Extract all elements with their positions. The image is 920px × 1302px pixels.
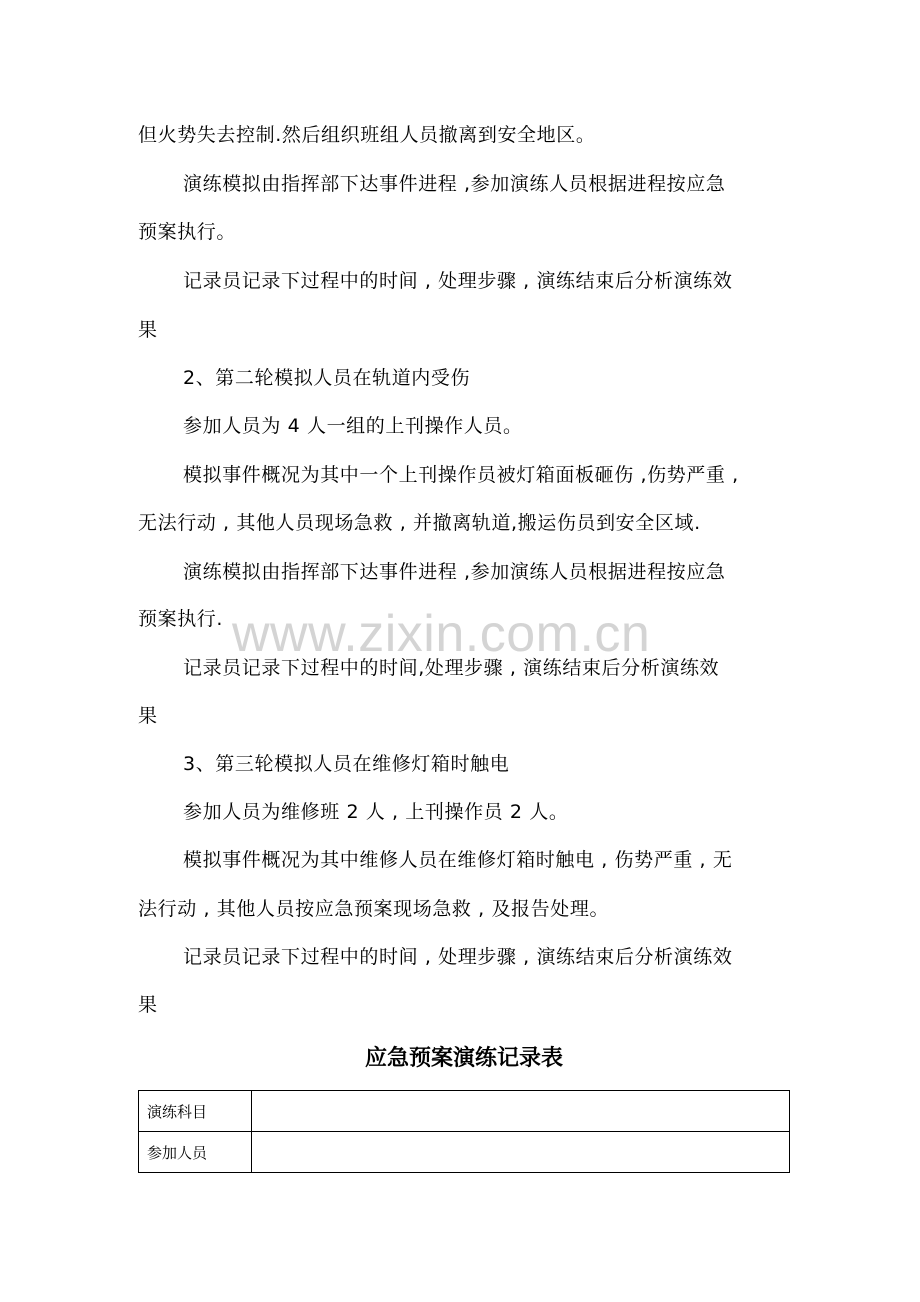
body-line: 模拟事件概况为其中一个上刊操作员被灯箱面板砸伤 ,伤势严重 , (183, 464, 739, 486)
body-line: 果 (138, 994, 158, 1016)
section-heading: 3、第三轮模拟人员在维修灯箱时触电 (183, 753, 510, 775)
body-line: 演练模拟由指挥部下达事件进程 ,参加演练人员根据进程按应急 (183, 561, 726, 583)
table-title: 应急预案演练记录表 (364, 1045, 563, 1071)
body-line: 但火势失去控制.然后组织班组人员撤离到安全地区。 (138, 124, 596, 146)
body-line: 参加人员为 4 人一组的上刊操作人员。 (183, 415, 523, 437)
body-line: 法行动 , 其他人员按应急预案现场急救 , 及报告处理。 (138, 898, 610, 920)
drill-record-table (138, 1090, 790, 1173)
body-line: 模拟事件概况为其中维修人员在维修灯箱时触电 , 伤势严重 , 无 (183, 849, 733, 871)
body-line: 果 (138, 705, 158, 727)
body-line: 记录员记录下过程中的时间 , 处理步骤 , 演练结束后分析演练效 (183, 946, 733, 968)
row-label-participants: 参加人员 (139, 1132, 252, 1173)
body-line: 参加人员为维修班 2 人 , 上刊操作员 2 人。 (183, 801, 569, 823)
body-line: 预案执行。 (138, 221, 237, 243)
body-line: 无法行动 , 其他人员现场急救 , 并撤离轨道,搬运伤员到安全区域. (138, 512, 701, 534)
body-line: 果 (138, 319, 158, 341)
body-line: 预案执行. (138, 608, 224, 630)
table-row (139, 1091, 790, 1132)
body-line: 演练模拟由指挥部下达事件进程 ,参加演练人员根据进程按应急 (183, 173, 726, 195)
body-line: 记录员记录下过程中的时间 , 处理步骤 , 演练结束后分析演练效 (183, 270, 733, 292)
section-heading: 2、第二轮模拟人员在轨道内受伤 (183, 367, 471, 389)
watermark: www.zixin.com.cn (232, 605, 651, 663)
row-value-participants (252, 1132, 790, 1173)
body-line: 记录员记录下过程中的时间,处理步骤 , 演练结束后分析演练效 (183, 657, 720, 679)
row-label-subject: 演练科目 (139, 1091, 252, 1132)
table-row (139, 1132, 790, 1173)
row-value-subject (252, 1091, 790, 1132)
